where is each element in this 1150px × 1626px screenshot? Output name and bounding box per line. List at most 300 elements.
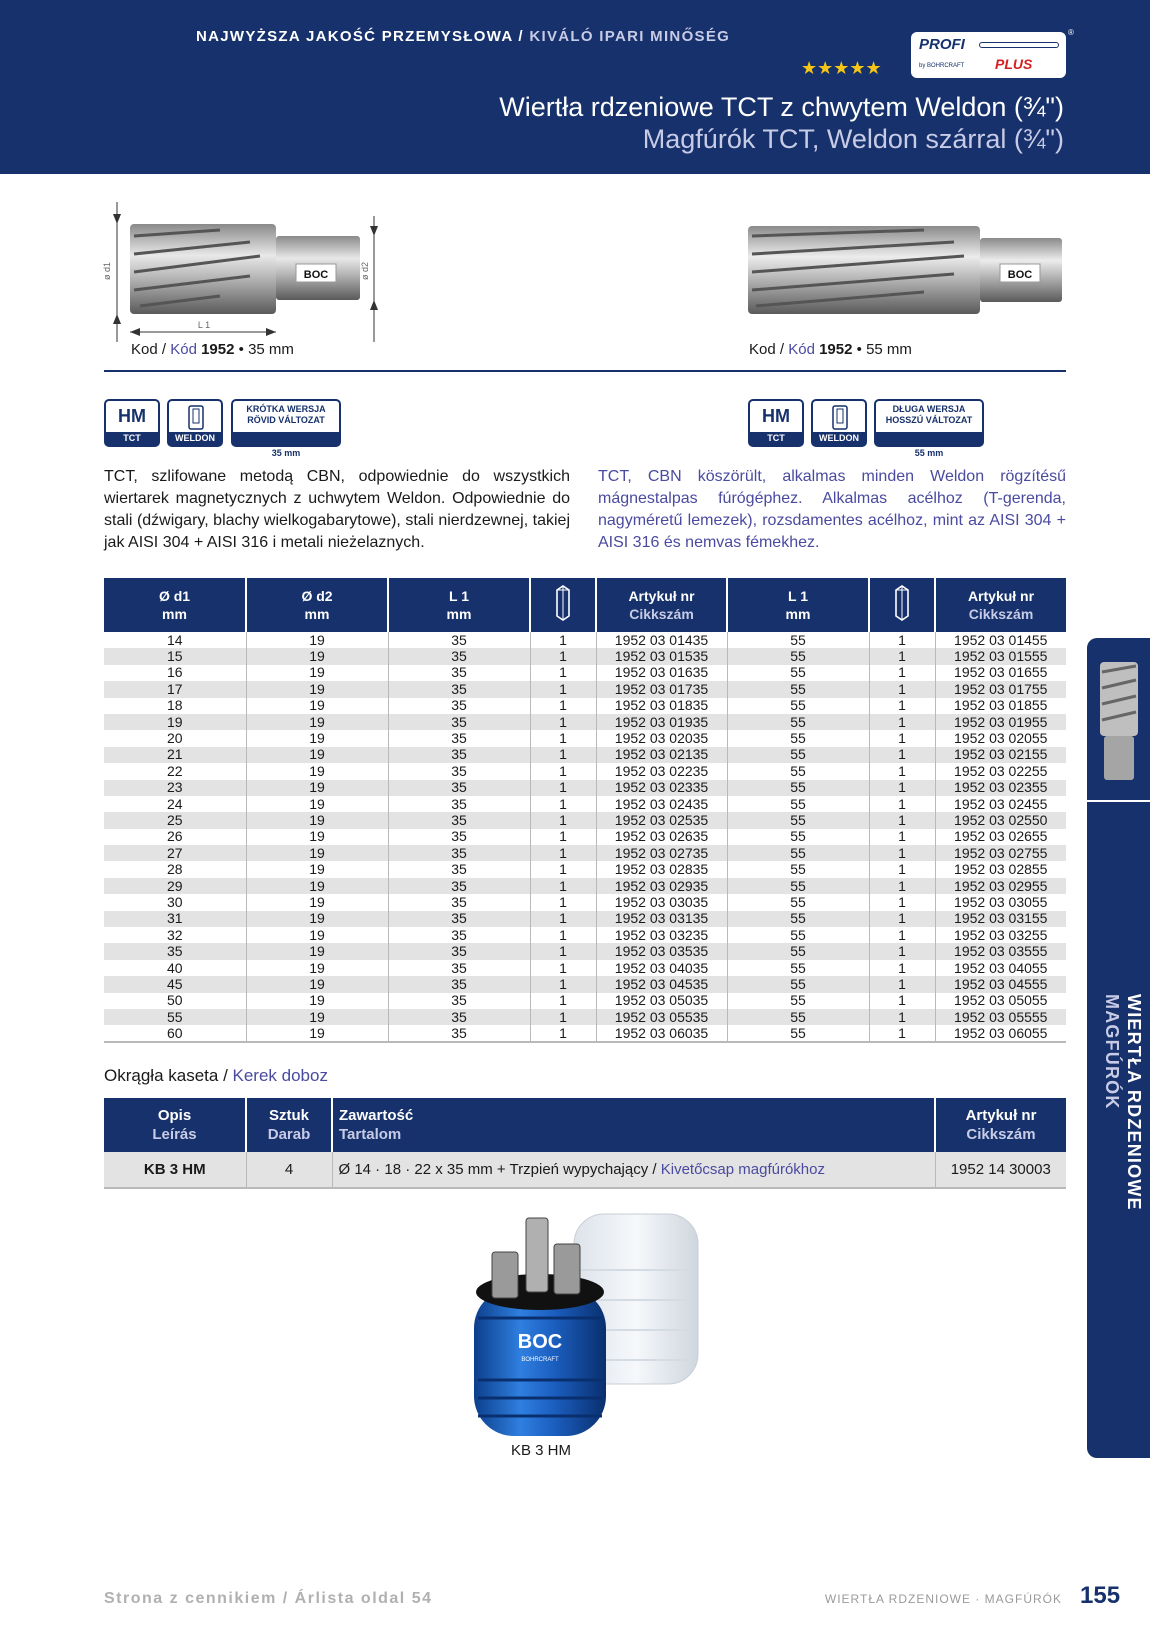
table-header-row: [104, 578, 1066, 632]
table-cell: 16: [104, 665, 246, 681]
header-hu: Cikkszám: [629, 606, 694, 622]
kod-pl: Kod: [749, 341, 776, 358]
table-row: [104, 911, 1066, 927]
logo-by: by BOHRCRAFT: [919, 63, 965, 69]
table-cell: 55: [727, 698, 869, 714]
table-cell: 1952 03 03235: [596, 927, 727, 943]
badge-length-hu: RÖVID VÁLTOZAT: [247, 415, 325, 425]
header-hu: mm: [446, 606, 472, 622]
table-cell: 1952 03 02855: [935, 861, 1066, 877]
table-cell: 1952 03 01755: [935, 681, 1066, 697]
kaseta-art: 1952 14 30003: [935, 1152, 1066, 1188]
table-cell: 1952 03 01555: [935, 648, 1066, 664]
table-row: [104, 632, 1066, 648]
table-cell: 1952 03 06035: [596, 1025, 727, 1041]
table-cell: 50: [104, 993, 246, 1009]
table-cell: 1: [530, 911, 596, 927]
table-cell: 1952 03 05055: [935, 993, 1066, 1009]
badge-long-version: [874, 399, 984, 447]
table-cell: 1952 03 01855: [935, 698, 1066, 714]
table-row: [104, 943, 1066, 959]
bullet: •: [852, 341, 867, 358]
table-cell: 1952 03 03535: [596, 943, 727, 959]
weldon-shank-icon: [186, 405, 206, 431]
table-cell: 19: [246, 796, 388, 812]
table-cell: 1952 03 02055: [935, 730, 1066, 746]
kaseta-header-zawartosc: [332, 1098, 935, 1152]
page-title-pl: Wiertła rdzeniowe TCT z chwytem Weldon (¾"): [499, 92, 1064, 122]
badge-tct-label: TCT: [106, 432, 158, 445]
product-length: 35 mm: [248, 341, 294, 358]
table-cell: 1952 03 02635: [596, 829, 727, 845]
kod-sep: /: [157, 341, 171, 358]
table-cell: 1: [869, 730, 935, 746]
header-art-long: [935, 578, 1066, 632]
header-pl: Artykuł nr: [965, 1107, 1037, 1124]
header-hu: mm: [785, 606, 811, 622]
kaseta-header-opis: [104, 1098, 246, 1152]
header-art-short: [596, 578, 727, 632]
table-cell: 35: [388, 780, 530, 796]
photo-brand-sub: BOHRCRAFT: [521, 1357, 559, 1363]
table-cell: 1: [530, 845, 596, 861]
table-cell: 19: [246, 747, 388, 763]
table-cell: 20: [104, 730, 246, 746]
table-cell: 40: [104, 960, 246, 976]
table-cell: 60: [104, 1025, 246, 1041]
table-cell: 1952 03 02155: [935, 747, 1066, 763]
badge-hm-tct: [104, 399, 160, 447]
table-cell: 55: [727, 730, 869, 746]
badge-length-pl: DŁUGA WERSJA: [892, 404, 966, 414]
table-cell: 1: [869, 780, 935, 796]
kaseta-row: [104, 1152, 1066, 1188]
table-row: [104, 698, 1066, 714]
table-cell: 1952 03 01435: [596, 632, 727, 648]
table-cell: 45: [104, 976, 246, 992]
side-tab-pl: WIERTŁA RDZENIOWE: [1124, 994, 1144, 1211]
table-cell: 17: [104, 681, 246, 697]
table-cell: 1: [530, 976, 596, 992]
logo-drill-icon: [979, 42, 1059, 48]
table-cell: 1952 03 02335: [596, 780, 727, 796]
header-hu: Tartalom: [339, 1126, 402, 1143]
table-cell: 1952 03 03135: [596, 911, 727, 927]
product-length: 55 mm: [866, 341, 912, 358]
kaseta-photo: [470, 1210, 710, 1442]
table-cell: 19: [104, 714, 246, 730]
table-row: [104, 976, 1066, 992]
table-cell: 35: [388, 845, 530, 861]
kod-pl: Kod: [131, 341, 158, 358]
table-cell: 55: [727, 1009, 869, 1025]
table-cell: 1: [530, 780, 596, 796]
slogan-pl: NAJWYŻSZA JAKOŚĆ PRZEMYSŁOWA: [196, 28, 513, 45]
dim-d2-label: ø d2: [360, 261, 370, 281]
badge-hm-label: HM: [762, 406, 790, 426]
table-cell: 19: [246, 993, 388, 1009]
table-cell: 21: [104, 747, 246, 763]
header-hu: Leírás: [152, 1126, 197, 1143]
table-cell: 1952 03 01735: [596, 681, 727, 697]
table-cell: 23: [104, 780, 246, 796]
table-cell: 1: [530, 861, 596, 877]
header-hu: Cikkszám: [966, 1126, 1036, 1143]
section-divider: [104, 370, 1066, 372]
table-cell: 19: [246, 960, 388, 976]
table-cell: 1: [869, 632, 935, 648]
table-row: [104, 780, 1066, 796]
product-code: 1952: [819, 341, 853, 358]
table-cell: 55: [727, 632, 869, 648]
table-cell: 19: [246, 665, 388, 681]
table-cell: 35: [388, 648, 530, 664]
table-cell: 1: [869, 861, 935, 877]
table-cell: 1952 03 02755: [935, 845, 1066, 861]
table-cell: 1: [869, 993, 935, 1009]
table-cell: 1: [869, 960, 935, 976]
table-row: [104, 681, 1066, 697]
registered-mark: ®: [1068, 28, 1074, 37]
table-cell: 1: [869, 845, 935, 861]
table-cell: 1: [869, 714, 935, 730]
table-cell: 55: [727, 861, 869, 877]
table-cell: 1952 03 04535: [596, 976, 727, 992]
table-cell: 19: [246, 763, 388, 779]
table-row: [104, 845, 1066, 861]
table-cell: 55: [727, 1025, 869, 1041]
description-hu: TCT, CBN köszörült, alkalmas minden Weldon rögzítésű mágnestalpas fúrógéphez. Alkalmas acélhoz (T-gerenda, nagyméretű lemezek), rozsdamentes acélhoz, mint az AISI 304 + AISI 316 és nemvas fémekhez.: [598, 468, 1066, 551]
footer-left-pl: Strona z cennikiem: [104, 1590, 277, 1607]
kaseta-title-hu: Kerek doboz: [232, 1066, 328, 1085]
table-row: [104, 812, 1066, 828]
table-cell: 1952 03 04035: [596, 960, 727, 976]
table-cell: 35: [388, 960, 530, 976]
table-cell: 1952 03 01935: [596, 714, 727, 730]
table-cell: 24: [104, 796, 246, 812]
product-table: [104, 578, 1066, 1043]
table-cell: 1: [869, 812, 935, 828]
badge-weldon: [167, 399, 223, 447]
table-cell: 1: [530, 1025, 596, 1041]
table-cell: 1952 03 01635: [596, 665, 727, 681]
header-band: [0, 0, 1150, 174]
header-d2: [246, 578, 388, 632]
package-icon: [893, 585, 911, 621]
description-pl: TCT, szlifowane metodą CBN, odpowiednie do wszystkich wiertarek magnetycznych z uchwytem Weldon. Odpowiednie do stali (dźwigary, blachy wielkogabarytowe), stali nierdzewnej, takiej jak AISI 304 + AISI 316 i metali nieżelaznych.: [104, 468, 570, 551]
table-cell: 19: [246, 829, 388, 845]
badge-length-text: [233, 404, 339, 426]
header-d1: [104, 578, 246, 632]
table-cell: 1: [869, 829, 935, 845]
kaseta-opis: KB 3 HM: [104, 1152, 246, 1188]
table-cell: 1952 03 02955: [935, 878, 1066, 894]
table-cell: 55: [727, 714, 869, 730]
table-cell: 35: [104, 943, 246, 959]
table-cell: 1: [869, 976, 935, 992]
table-cell: 1952 03 05035: [596, 993, 727, 1009]
table-cell: 55: [727, 894, 869, 910]
table-cell: 35: [388, 1009, 530, 1025]
table-cell: 55: [727, 665, 869, 681]
table-cell: 28: [104, 861, 246, 877]
table-row: [104, 796, 1066, 812]
table-row: [104, 648, 1066, 664]
badge-length-hu: HOSSZÚ VÁLTOZAT: [885, 415, 973, 425]
table-cell: 1952 03 06055: [935, 1025, 1066, 1041]
table-cell: 19: [246, 714, 388, 730]
drill-brand-short: BOC: [303, 269, 329, 281]
table-cell: 1: [530, 878, 596, 894]
side-tab: [1087, 638, 1150, 1458]
slogan-hu: KIVÁLÓ IPARI MINŐSÉG: [529, 28, 731, 45]
table-cell: 1: [530, 632, 596, 648]
header-pl: Artykuł nr: [967, 588, 1035, 604]
table-cell: 1: [869, 878, 935, 894]
header-hu: Cikkszám: [968, 606, 1034, 622]
table-row: [104, 1025, 1066, 1041]
table-cell: 1: [530, 993, 596, 1009]
badge-weldon-label: WELDON: [813, 432, 865, 445]
badge-length-pl: KRÓTKA WERSJA: [246, 404, 326, 414]
table-row: [104, 861, 1066, 877]
header-hu: mm: [162, 606, 187, 622]
table-cell: 1: [869, 648, 935, 664]
badge-length-bar: [876, 432, 982, 445]
table-cell: 1952 03 01835: [596, 698, 727, 714]
header-pack-short: [530, 578, 596, 632]
side-tab-divider: [1087, 800, 1150, 802]
table-cell: 1: [530, 681, 596, 697]
table-cell: 19: [246, 1025, 388, 1041]
badge-length-sub: 35 mm: [271, 448, 301, 458]
table-cell: 35: [388, 911, 530, 927]
table-row: [104, 927, 1066, 943]
profi-plus-logo: [911, 32, 1066, 78]
table-cell: 35: [388, 698, 530, 714]
table-cell: 55: [727, 911, 869, 927]
table-cell: 1: [530, 714, 596, 730]
table-cell: 1952 03 03255: [935, 927, 1066, 943]
footer-price-list: [104, 1590, 433, 1608]
table-cell: 1: [530, 730, 596, 746]
table-cell: 35: [388, 976, 530, 992]
table-cell: 35: [388, 993, 530, 1009]
drill-drawing-long: [744, 222, 1074, 322]
table-cell: 19: [246, 632, 388, 648]
table-cell: 1: [530, 747, 596, 763]
table-cell: 35: [388, 927, 530, 943]
table-body: [104, 632, 1066, 1042]
table-cell: 55: [727, 960, 869, 976]
table-cell: 35: [388, 681, 530, 697]
table-row: [104, 1009, 1066, 1025]
side-tab-text: [1101, 994, 1145, 1211]
table-cell: 55: [727, 681, 869, 697]
kaseta-header-row: [104, 1098, 1066, 1152]
side-tab-hu: MAGFÚRÓK: [1102, 994, 1122, 1110]
table-cell: 55: [727, 796, 869, 812]
table-cell: 1952 03 02835: [596, 861, 727, 877]
table-cell: 1952 03 02435: [596, 796, 727, 812]
table-cell: 19: [246, 648, 388, 664]
table-cell: 1952 03 04055: [935, 960, 1066, 976]
badge-tct-label: TCT: [750, 432, 802, 445]
table-cell: 14: [104, 632, 246, 648]
kaseta-content-hu: Kivetőcsap magfúrókhoz: [660, 1161, 825, 1178]
table-cell: 19: [246, 927, 388, 943]
header-l1-long: [727, 578, 869, 632]
table-cell: 1952 03 05535: [596, 1009, 727, 1025]
table-cell: 1: [869, 665, 935, 681]
badge-length-text: [876, 404, 982, 426]
badge-hm-tct: [748, 399, 804, 447]
table-cell: 19: [246, 911, 388, 927]
header-pl: Sztuk: [268, 1107, 309, 1124]
table-row: [104, 960, 1066, 976]
kod-hu: Kód: [170, 341, 197, 358]
table-cell: 22: [104, 763, 246, 779]
table-cell: 19: [246, 780, 388, 796]
table-cell: 35: [388, 812, 530, 828]
drill-brand-long: BOC: [1007, 269, 1033, 281]
photo-brand: BOC: [517, 1331, 563, 1353]
table-cell: 35: [388, 665, 530, 681]
table-cell: 19: [246, 976, 388, 992]
kaseta-content-sep: /: [648, 1161, 661, 1178]
product-code: 1952: [201, 341, 235, 358]
table-cell: 1: [530, 894, 596, 910]
header-pl: Opis: [157, 1107, 192, 1124]
table-cell: 19: [246, 845, 388, 861]
table-cell: 35: [388, 763, 530, 779]
table-cell: 55: [727, 747, 869, 763]
header-hu: Darab: [267, 1126, 311, 1143]
page-number: 155: [1080, 1582, 1121, 1609]
table-cell: 1: [869, 698, 935, 714]
logo-plus: PLUS: [995, 56, 1033, 72]
kaseta-content-pl: Ø 14 · 18 · 22 x 35 mm + Trzpień wypychający: [338, 1161, 649, 1178]
badge-length-bar: [233, 432, 339, 445]
table-cell: 55: [727, 976, 869, 992]
table-row: [104, 665, 1066, 681]
footer-left-hu: Árlista oldal 54: [294, 1590, 433, 1607]
kod-hu: Kód: [788, 341, 815, 358]
header-l1-short: [388, 578, 530, 632]
bullet: •: [234, 341, 249, 358]
badge-weldon: [811, 399, 867, 447]
page-title-hu: Magfúrók TCT, Weldon szárral (¾"): [642, 124, 1064, 154]
kaseta-header-sztuk: [246, 1098, 332, 1152]
table-cell: 1952 03 03055: [935, 894, 1066, 910]
table-cell: 1: [530, 829, 596, 845]
table-row: [104, 730, 1066, 746]
table-cell: 1: [530, 812, 596, 828]
table-cell: 35: [388, 1025, 530, 1041]
table-cell: 26: [104, 829, 246, 845]
table-cell: 1: [869, 1025, 935, 1041]
kaseta-title-pl: Okrągła kaseta: [104, 1066, 219, 1085]
badge-length-sub: 55 mm: [914, 448, 944, 458]
table-cell: 1: [869, 763, 935, 779]
table-cell: 1: [869, 681, 935, 697]
table-cell: 19: [246, 894, 388, 910]
table-cell: 19: [246, 943, 388, 959]
header-pl: Zawartość: [339, 1107, 414, 1124]
table-cell: 1: [869, 796, 935, 812]
rating-stars: ★★★★★: [801, 58, 882, 78]
caption-short: [131, 341, 294, 358]
table-row: [104, 878, 1066, 894]
table-cell: 1952 03 01455: [935, 632, 1066, 648]
footer-left-sep: /: [276, 1590, 295, 1607]
table-cell: 1: [530, 960, 596, 976]
table-cell: 1952 03 02355: [935, 780, 1066, 796]
table-cell: 35: [388, 878, 530, 894]
table-cell: 1: [530, 796, 596, 812]
header-pack-long: [869, 578, 935, 632]
table-cell: 1952 03 02235: [596, 763, 727, 779]
header-pl: Ø d2: [301, 588, 333, 604]
table-cell: 1952 03 02935: [596, 878, 727, 894]
table-cell: 25: [104, 812, 246, 828]
table-cell: 55: [727, 780, 869, 796]
kaseta-header-art: [935, 1098, 1066, 1152]
table-cell: 1952 03 02535: [596, 812, 727, 828]
table-cell: 1952 03 03035: [596, 894, 727, 910]
table-cell: 1: [530, 698, 596, 714]
table-row: [104, 747, 1066, 763]
header-pl: Artykuł nr: [628, 588, 695, 604]
table-cell: 35: [388, 632, 530, 648]
table-cell: 1952 03 02035: [596, 730, 727, 746]
header-hu: mm: [304, 606, 330, 622]
table-cell: 30: [104, 894, 246, 910]
badge-weldon-label: WELDON: [169, 432, 221, 445]
slogan: [196, 28, 730, 45]
table-cell: 55: [727, 943, 869, 959]
kaseta-content: [332, 1152, 935, 1188]
table-cell: 35: [388, 714, 530, 730]
table-row: [104, 714, 1066, 730]
table-cell: 1952 03 02255: [935, 763, 1066, 779]
table-cell: 19: [246, 878, 388, 894]
table-cell: 15: [104, 648, 246, 664]
footer-section: WIERTŁA RDZENIOWE · MAGFÚRÓK: [824, 1592, 1062, 1606]
drill-drawing-short: [100, 196, 400, 346]
table-cell: 29: [104, 878, 246, 894]
table-cell: 19: [246, 698, 388, 714]
table-cell: 55: [727, 993, 869, 1009]
table-cell: 19: [246, 730, 388, 746]
table-cell: 1952 03 01955: [935, 714, 1066, 730]
drill-thumbnail-icon: [1096, 660, 1142, 782]
table-cell: 1: [869, 894, 935, 910]
table-cell: 35: [388, 730, 530, 746]
table-cell: 1952 03 02455: [935, 796, 1066, 812]
table-row: [104, 894, 1066, 910]
table-cell: 1: [530, 943, 596, 959]
table-cell: 1: [869, 911, 935, 927]
kaseta-sztuk: 4: [246, 1152, 332, 1188]
table-cell: 55: [727, 845, 869, 861]
table-cell: 1952 03 03155: [935, 911, 1066, 927]
table-cell: 35: [388, 796, 530, 812]
header-pl: L 1: [788, 588, 808, 604]
table-cell: 1: [869, 747, 935, 763]
table-row: [104, 763, 1066, 779]
table-cell: 1952 03 02135: [596, 747, 727, 763]
